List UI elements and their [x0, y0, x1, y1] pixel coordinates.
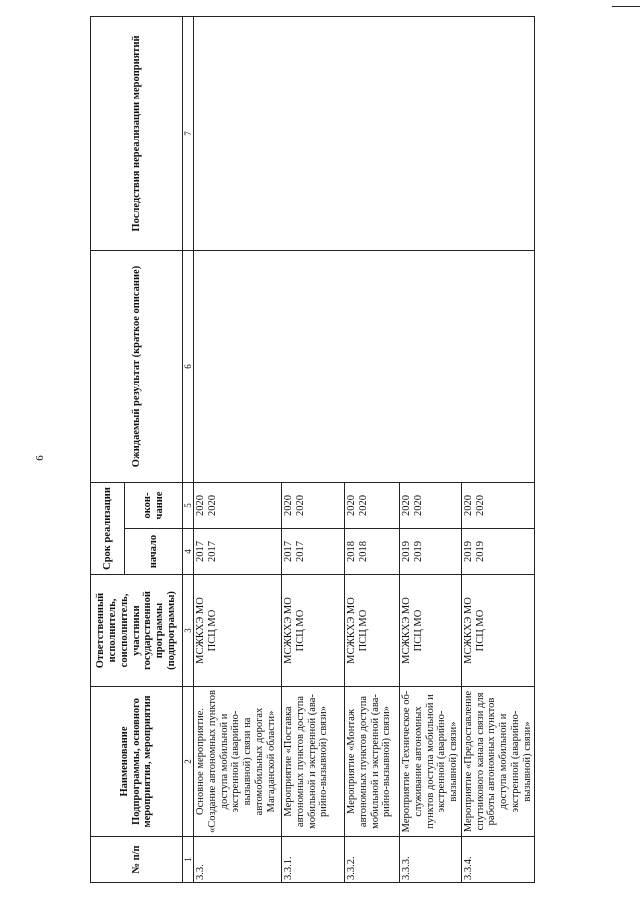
start-year: 2017	[206, 541, 218, 562]
start-year: 2018	[346, 541, 358, 562]
start-year: 2019	[462, 541, 474, 562]
responsible-primary: МСЖКХЭ МО	[401, 597, 413, 664]
end-year: 2020	[401, 495, 413, 516]
col-number: 2	[183, 687, 194, 837]
result-cell	[194, 251, 535, 483]
row-number: 3.3.	[194, 837, 282, 883]
header-responsible: Ответственный исполнитель, соисполнитель, участники государственной программы (подпрограммы)	[91, 575, 183, 687]
responsible-secondary: ПСЦ МО	[357, 609, 369, 652]
row-responsible	[345, 575, 400, 687]
responsible-primary: МСЖКХЭ МО	[346, 597, 358, 664]
row-number: 3.3.2.	[345, 837, 400, 883]
header-result: Ожидаемый результат (краткое описание)	[91, 251, 183, 483]
corner-mark	[612, 6, 640, 7]
row-end	[282, 483, 345, 529]
program-table	[90, 16, 535, 883]
row-responsible	[282, 575, 345, 687]
row-number: 3.3.3.	[400, 837, 462, 883]
responsible-primary: МСЖКХЭ МО	[462, 597, 474, 664]
col-number: 3	[183, 575, 194, 687]
start-year: 2017	[294, 541, 306, 562]
responsible-secondary: ПСЦ МО	[412, 609, 424, 652]
end-year: 2020	[195, 495, 207, 516]
header-consequence: Последствия нереализации мероприятий	[91, 17, 183, 251]
consequence-cell	[194, 17, 535, 251]
start-year: 2019	[401, 541, 413, 562]
page-number: 6	[34, 455, 46, 461]
col-number: 6	[183, 251, 194, 483]
end-year: 2020	[357, 495, 369, 516]
row-number: 3.3.4.	[461, 837, 535, 883]
start-year: 2017	[283, 541, 295, 562]
row-start	[345, 529, 400, 575]
end-year: 2020	[346, 495, 358, 516]
row-responsible	[194, 575, 282, 687]
col-number: 5	[183, 483, 194, 529]
table-row	[194, 17, 282, 883]
row-name: Мероприятие «Предоставление спутникового канала связи для работы автономных пунктов доступа мобильной и экстренной (аварийно-вызывной) связи»	[461, 687, 535, 837]
start-year: 2019	[412, 541, 424, 562]
header-num: № п/п	[91, 837, 183, 883]
responsible-secondary: ПСЦ МО	[474, 609, 486, 652]
row-name: Мероприятие «Монтаж автономных пунктов доступа мобильной и экстренной (ава-рийно-вызывной) связи»	[345, 687, 400, 837]
row-end	[345, 483, 400, 529]
col-number: 1	[183, 837, 194, 883]
start-year: 2019	[474, 541, 486, 562]
start-year: 2018	[357, 541, 369, 562]
row-name: Мероприятие «Техническое об-служивание автономных пунктов доступа мобильной и экстренной (аварийно-вызывной) связи»	[400, 687, 462, 837]
end-year: 2020	[474, 495, 486, 516]
start-year: 2017	[195, 541, 207, 562]
row-start	[194, 529, 282, 575]
header-name: Наименование Подпрограммы, основного мероприятия, мероприятия	[91, 687, 183, 837]
row-responsible	[461, 575, 535, 687]
row-end	[194, 483, 282, 529]
end-year: 2020	[283, 495, 295, 516]
responsible-secondary: ПСЦ МО	[206, 609, 218, 652]
end-year: 2020	[412, 495, 424, 516]
header-end: окон-чание	[125, 483, 183, 529]
responsible-primary: МСЖКХЭ МО	[195, 597, 207, 664]
row-end	[400, 483, 462, 529]
row-name: Мероприятие «Поставка автономных пунктов доступа мобильной и экстренной (ава-рийно-вызывной) связи»	[282, 687, 345, 837]
rotated-table-container	[90, 17, 640, 883]
row-responsible	[400, 575, 462, 687]
row-start	[282, 529, 345, 575]
row-number: 3.3.1.	[282, 837, 345, 883]
row-start	[400, 529, 462, 575]
header-start: начало	[125, 529, 183, 575]
col-number: 7	[183, 17, 194, 251]
end-year: 2020	[462, 495, 474, 516]
end-year: 2020	[206, 495, 218, 516]
end-year: 2020	[294, 495, 306, 516]
row-start	[461, 529, 535, 575]
header-term: Срок реализации	[91, 483, 125, 575]
col-number: 4	[183, 529, 194, 575]
responsible-secondary: ПСЦ МО	[294, 609, 306, 652]
row-end	[461, 483, 535, 529]
responsible-primary: МСЖКХЭ МО	[283, 597, 295, 664]
row-name: Основное мероприятие. «Создание автономных пунктов доступа мобильной и экстренной (аварийно-вызывной) связи на автомобильных дорогах Магаданской области»	[194, 687, 282, 837]
